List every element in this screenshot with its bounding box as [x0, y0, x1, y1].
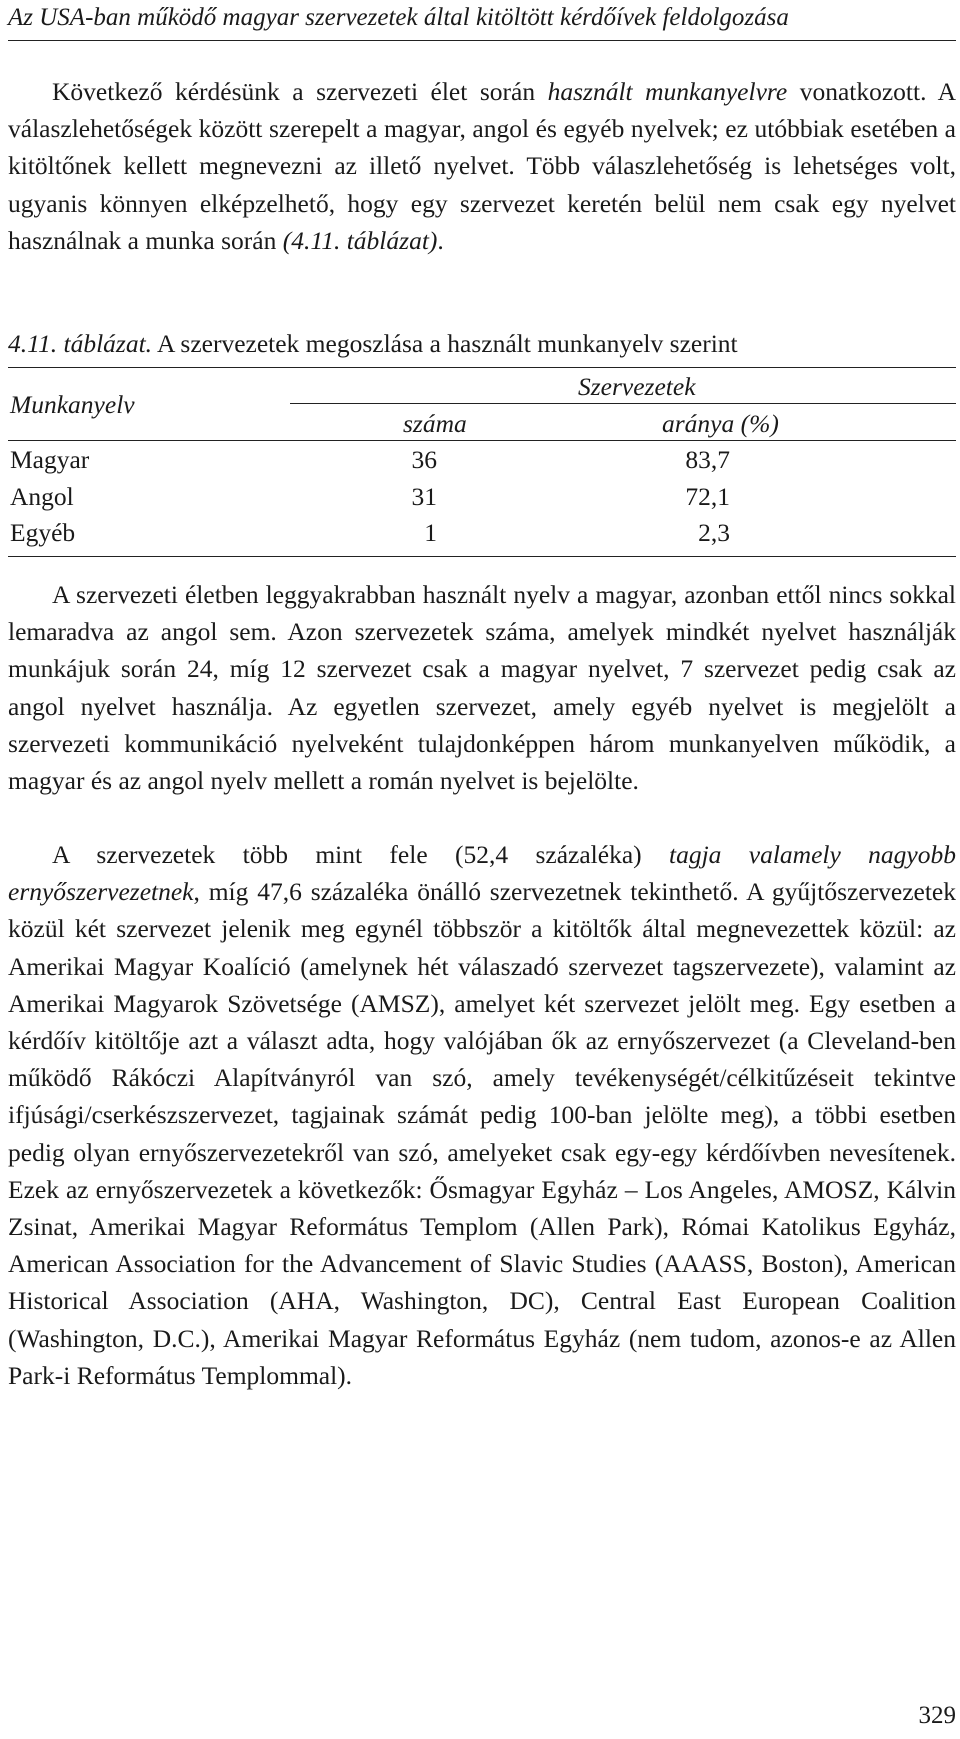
umbrella-text-1: A szervezetek több mint fele (52,4 százaléka)	[52, 840, 669, 869]
page-number: 329	[918, 1702, 956, 1729]
header-bottom-rule	[8, 440, 956, 441]
row-language: Egyéb	[10, 518, 76, 547]
table-caption	[8, 326, 956, 362]
row-ratio: 72,1	[685, 482, 730, 511]
row-ratio: 2,3	[698, 518, 730, 547]
header-divider	[8, 40, 956, 41]
column-group-header: Szervezetek	[578, 372, 696, 401]
usage-paragraph: A szervezeti életben leggyakrabban használt nyelv a magyar, azonban ettől nincs sokkal lemaradva az angol sem. Azon szervezetek száma, amelyek mindkét nyelvet használják munkájuk során 24, míg 12 szervezet csak a magyar nyelvet, 7 szervezet pedig csak az angol nyelvet használja. Az egyetlen szervezet, amely egyéb nyelvet is megjelölt a szervezeti kommunikáció nyelveként tulajdonképpen három munkanyelven működik, a magyar és az angol nyelv mellett a román nyelvet is bejelölte.	[8, 580, 956, 796]
row-language: Angol	[10, 482, 74, 511]
row-count: 1	[424, 518, 437, 547]
column-group-rule	[290, 403, 956, 404]
table-reference: (4.11. táblázat)	[282, 225, 438, 255]
intro-text-2: vonatkozott. A válaszlehetőségek között szerepelt a magyar, angol és egyéb nyelvek; ez utóbbiak esetében a kitöltőnek kellett megnevezni az illető nyelvet. Több válaszlehetőség is lehetséges volt, ugyanis könnyen elképzelhető, hogy egy szervezet keretén belül nem csak egy nyelvet használnak a munka során	[8, 77, 956, 255]
umbrella-emphasis: tagja valamely nagyobb ernyőszervezetnek	[8, 840, 956, 907]
row-ratio: 83,7	[685, 445, 730, 474]
intro-text-1: Következő kérdésünk a szervezeti élet során	[52, 77, 548, 106]
intro-paragraph	[8, 73, 956, 259]
row-count: 31	[411, 482, 437, 511]
table-caption-text: A szervezetek megoszlása a használt munkanyelv szerint	[152, 329, 738, 358]
intro-text-3: .	[437, 225, 444, 255]
column-header-language: Munkanyelv	[10, 390, 135, 419]
intro-emphasis: használt munkanyelvre	[547, 77, 788, 106]
row-count: 36	[411, 445, 437, 474]
row-language: Magyar	[10, 445, 90, 474]
column-header-ratio: aránya (%)	[662, 409, 779, 438]
table-caption-label: 4.11. táblázat.	[8, 329, 153, 358]
umbrella-org-paragraph	[8, 836, 956, 1394]
table-top-rule	[8, 367, 956, 368]
umbrella-text-2: , míg 47,6 százaléka önálló szervezetnek tekinthető. A gyűjtőszervezetek közül két szervezet jelenik meg egynél többször a kitöltők által megnevezettek közül: az Amerikai Magyar Koalíció (amelynek hét válaszadó szervezet tagszervezete), valamint az Amerikai Magyarok Szövetsége (AMSZ), amelyet két szervezet jelölt meg. Egy esetben a kérdőív kitöltője azt a választ adta, hogy valójában ők az ernyőszervezet (a Cleveland-ben működő Rákóczi Alapítványról van szó, amely tevékenységét/célkitűzéseit tekintve ifjúsági/cserkészszervezet, tagjainak számát pedig 100-ban jelölte meg), a többi esetben pedig olyan ernyőszervezetekről van szó, amelyeket csak egy-egy kérdőívben nevesítenek. Ezek az ernyőszervezetek a következők: Ősmagyar Egyház – Los Angeles, AMOSZ, Kálvin Zsinat, Amerikai Magyar Református Templom (Allen Park), Római Katolikus Egyház, American Association for the Advancement of Slavic Studies (AAASS, Boston), American Historical Association (AHA, Washington, DC), Central East European Coalition (Washington, D.C.), Amerikai Magyar Református Egyház (nem tudom, azonos-e az Allen Park-i Református Templommal).	[8, 877, 956, 1390]
table-bottom-rule	[8, 556, 956, 557]
column-header-count: száma	[403, 409, 467, 438]
running-header: Az USA-ban működő magyar szervezetek által kitöltött kérdőívek feldolgozása	[8, 4, 789, 31]
